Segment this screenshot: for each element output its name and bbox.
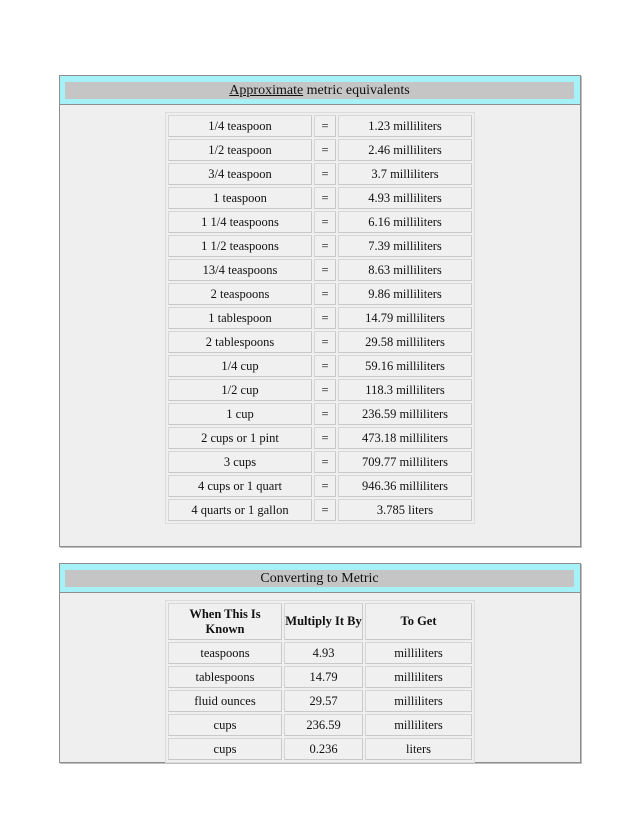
converting-row (168, 642, 472, 664)
converting-factor: 29.57 (284, 690, 363, 712)
equivalent-to: 2.46 milliliters (338, 139, 472, 161)
converting-panel (59, 563, 581, 763)
equivalent-row (168, 211, 472, 233)
converting-result: milliliters (365, 642, 472, 664)
converting-factor: 236.59 (284, 714, 363, 736)
converting-result: milliliters (365, 666, 472, 688)
equivalent-from: 4 quarts or 1 gallon (168, 499, 312, 521)
equivalent-to: 709.77 milliliters (338, 451, 472, 473)
converting-known: cups (168, 714, 282, 736)
equivalent-sign: = (314, 427, 336, 449)
equivalent-sign: = (314, 307, 336, 329)
converting-header-row (168, 603, 472, 640)
converting-title: Converting to Metric (65, 570, 574, 587)
equivalent-sign: = (314, 115, 336, 137)
equivalent-to: 118.3 milliliters (338, 379, 472, 401)
header-multiply: Multiply It By (284, 603, 363, 640)
equivalent-sign: = (314, 475, 336, 497)
equivalent-sign: = (314, 163, 336, 185)
equivalent-row (168, 115, 472, 137)
equivalent-row (168, 139, 472, 161)
equivalents-title-link[interactable]: Approximate (229, 83, 304, 98)
converting-known: fluid ounces (168, 690, 282, 712)
converting-known: cups (168, 738, 282, 760)
converting-row (168, 666, 472, 688)
converting-factor: 14.79 (284, 666, 363, 688)
equivalent-from: 3 cups (168, 451, 312, 473)
equivalent-to: 9.86 milliliters (338, 283, 472, 305)
converting-factor: 4.93 (284, 642, 363, 664)
equivalent-row (168, 163, 472, 185)
equivalent-from: 2 teaspoons (168, 283, 312, 305)
converting-result: milliliters (365, 690, 472, 712)
converting-known: teaspoons (168, 642, 282, 664)
equivalents-table (165, 112, 475, 524)
header-known: When This Is Known (168, 603, 282, 640)
equivalent-to: 7.39 milliliters (338, 235, 472, 257)
equivalent-to: 8.63 milliliters (338, 259, 472, 281)
equivalent-to: 236.59 milliliters (338, 403, 472, 425)
equivalent-from: 2 cups or 1 pint (168, 427, 312, 449)
equivalent-sign: = (314, 403, 336, 425)
equivalent-sign: = (314, 379, 336, 401)
equivalent-sign: = (314, 499, 336, 521)
converting-table (165, 600, 475, 763)
converting-factor: 0.236 (284, 738, 363, 760)
equivalents-header (60, 76, 580, 105)
equivalents-panel (59, 75, 581, 547)
converting-row (168, 690, 472, 712)
equivalent-row (168, 187, 472, 209)
equivalent-from: 2 tablespoons (168, 331, 312, 353)
equivalent-from: 4 cups or 1 quart (168, 475, 312, 497)
equivalent-row (168, 499, 472, 521)
equivalent-row (168, 307, 472, 329)
equivalent-row (168, 355, 472, 377)
equivalent-from: 1/4 cup (168, 355, 312, 377)
equivalent-sign: = (314, 331, 336, 353)
equivalent-from: 1 1/2 teaspoons (168, 235, 312, 257)
equivalent-to: 4.93 milliliters (338, 187, 472, 209)
equivalent-to: 6.16 milliliters (338, 211, 472, 233)
equivalent-to: 1.23 milliliters (338, 115, 472, 137)
equivalent-from: 1 tablespoon (168, 307, 312, 329)
equivalent-to: 3.7 milliliters (338, 163, 472, 185)
equivalent-to: 14.79 milliliters (338, 307, 472, 329)
equivalent-from: 1 cup (168, 403, 312, 425)
equivalent-row (168, 235, 472, 257)
equivalent-to: 3.785 liters (338, 499, 472, 521)
header-result: To Get (365, 603, 472, 640)
converting-known: tablespoons (168, 666, 282, 688)
equivalent-to: 473.18 milliliters (338, 427, 472, 449)
converting-header (60, 564, 580, 593)
equivalent-to: 59.16 milliliters (338, 355, 472, 377)
equivalent-row (168, 403, 472, 425)
equivalents-title (65, 82, 574, 99)
equivalent-to: 946.36 milliliters (338, 475, 472, 497)
equivalent-from: 1/2 teaspoon (168, 139, 312, 161)
equivalent-sign: = (314, 139, 336, 161)
equivalent-from: 1/4 teaspoon (168, 115, 312, 137)
equivalent-to: 29.58 milliliters (338, 331, 472, 353)
equivalent-from: 13/4 teaspoons (168, 259, 312, 281)
equivalent-sign: = (314, 283, 336, 305)
equivalent-sign: = (314, 187, 336, 209)
converting-result: milliliters (365, 714, 472, 736)
equivalent-row (168, 379, 472, 401)
equivalent-from: 1 teaspoon (168, 187, 312, 209)
equivalent-row (168, 475, 472, 497)
converting-row (168, 714, 472, 736)
equivalent-sign: = (314, 355, 336, 377)
equivalent-row (168, 451, 472, 473)
equivalent-sign: = (314, 259, 336, 281)
equivalent-row (168, 331, 472, 353)
equivalent-sign: = (314, 211, 336, 233)
equivalent-row (168, 259, 472, 281)
converting-row (168, 738, 472, 760)
equivalent-row (168, 283, 472, 305)
converting-result: liters (365, 738, 472, 760)
equivalent-from: 3/4 teaspoon (168, 163, 312, 185)
equivalent-sign: = (314, 451, 336, 473)
equivalent-sign: = (314, 235, 336, 257)
equivalents-title-rest: metric equivalents (303, 83, 410, 98)
equivalent-from: 1/2 cup (168, 379, 312, 401)
equivalent-row (168, 427, 472, 449)
equivalent-from: 1 1/4 teaspoons (168, 211, 312, 233)
